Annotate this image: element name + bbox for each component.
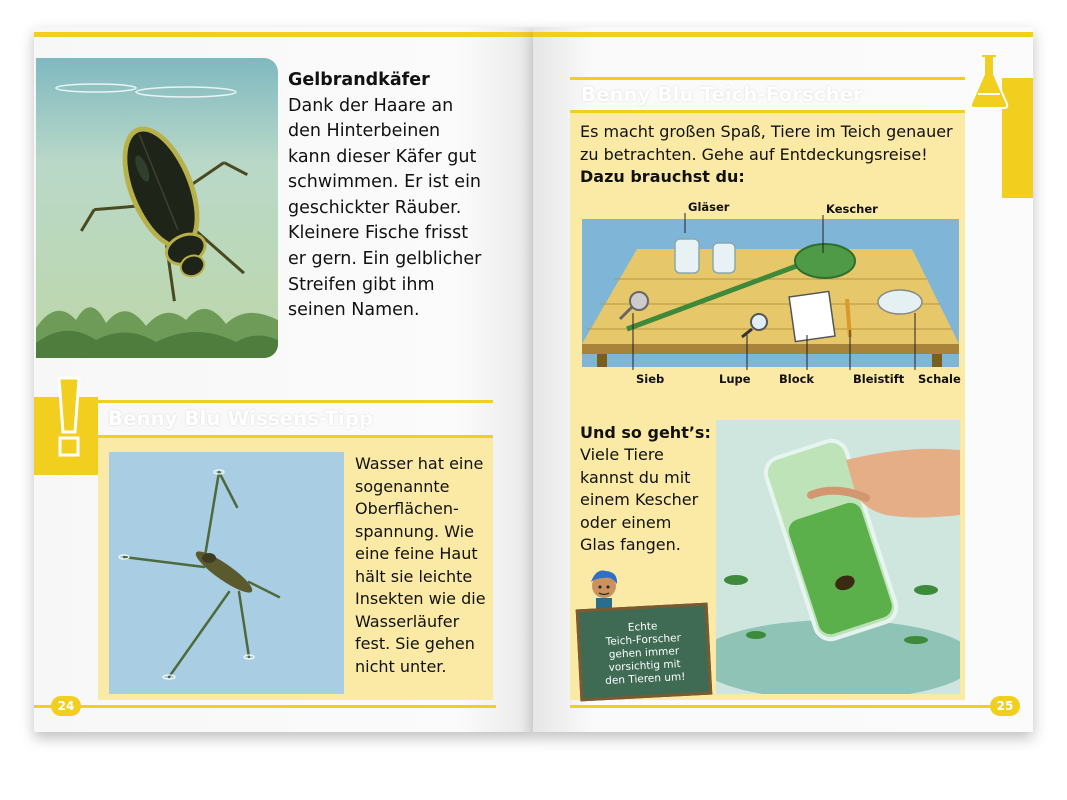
- label-block: Block: [779, 372, 815, 386]
- left-top-bar: [34, 32, 533, 37]
- right-footer-rule: [570, 705, 1002, 708]
- tip-text-line: hält sie leichte: [355, 566, 473, 586]
- tip-text-line: Wasser hat eine: [355, 454, 484, 473]
- beetle-text-line: Dank der Haare an: [288, 95, 454, 116]
- tip-text: [355, 453, 486, 678]
- chalkboard-text-line: vorsichtig mit: [608, 658, 681, 674]
- chalkboard-text-line: Teich-Forscher: [605, 632, 682, 648]
- label-sieb: Sieb: [636, 372, 665, 386]
- tip-heading: Benny Blu Wissens-Tipp: [108, 407, 374, 430]
- howto-text-line: einem Kescher: [580, 490, 699, 509]
- label-glaeser: Gläser: [688, 200, 730, 214]
- beetle-text-line: den Hinterbeinen: [288, 121, 441, 142]
- label-bleistift: Bleistift: [853, 372, 905, 386]
- tip-rule-top: [98, 400, 493, 403]
- forscher-intro: [580, 121, 953, 166]
- tip-text-line: Oberflächen-: [355, 499, 459, 518]
- tip-text-line: Wasserläufer: [355, 611, 460, 631]
- label-schale: Schale: [918, 372, 961, 386]
- chalkboard-text-line: den Tieren um!: [604, 670, 686, 688]
- intro-text-line: Es macht großen Spaß, Tiere im Teich genauer: [580, 122, 953, 141]
- beetle-text-line: Kleinere Fische frisst: [288, 223, 469, 244]
- chalkboard-text-line: Echte: [627, 620, 658, 634]
- howto-title: Und so geht’s:: [580, 423, 711, 442]
- benny-character: [588, 568, 620, 610]
- forscher-rule-top: [570, 77, 965, 80]
- need-label: Dazu brauchst du:: [580, 167, 745, 186]
- left-footer-rule: [34, 705, 496, 708]
- tip-text-line: sogenannte: [355, 476, 450, 496]
- glass-catching-image: [716, 420, 960, 694]
- lab-flask-icon: [968, 52, 1010, 110]
- beetle-text-line: seinen Namen.: [288, 300, 420, 321]
- page-number-right: 25: [990, 696, 1020, 716]
- right-top-bar: [533, 32, 1033, 37]
- beetle-text-line: Streifen gibt ihm: [288, 274, 435, 295]
- tip-text-line: spannung. Wie: [355, 521, 474, 541]
- label-leader-lines: [570, 195, 965, 385]
- tip-text-line: nicht unter.: [355, 656, 447, 676]
- beetle-text-line: kann dieser Käfer gut: [288, 146, 477, 167]
- chalkboard-text-line: gehen immer: [608, 645, 680, 661]
- beetle-text-line: geschickter Räuber.: [288, 197, 462, 218]
- beetle-text-line: er gern. Ein gelblicher: [288, 249, 482, 270]
- forscher-heading: Benny Blu Teich-Forscher: [581, 83, 863, 106]
- intro-text-line: zu betrachten. Gehe auf Entdeckungsreise!: [580, 144, 928, 164]
- tip-text-line: fest. Sie gehen: [355, 634, 475, 653]
- howto-text-line: oder einem: [580, 512, 672, 532]
- beetle-title: Gelbrandkäfer: [288, 70, 430, 90]
- howto-text-line: Viele Tiere: [580, 445, 664, 464]
- page-number-left: 24: [51, 696, 81, 716]
- label-kescher: Kescher: [826, 202, 878, 216]
- tip-text-line: eine feine Haut: [355, 544, 478, 563]
- beetle-text-line: schwimmen. Er ist ein: [288, 172, 482, 193]
- tip-text-line: Insekten wie die: [355, 589, 486, 608]
- diving-beetle-image: [36, 58, 278, 358]
- howto-text: [580, 444, 698, 557]
- howto-text-line: kannst du mit: [580, 467, 691, 487]
- chalkboard-text: [582, 618, 705, 689]
- label-lupe: Lupe: [719, 372, 751, 386]
- beetle-description: [288, 94, 481, 324]
- water-strider-image: [109, 452, 344, 694]
- exclamation-icon: [56, 376, 82, 458]
- howto-text-line: Glas fangen.: [580, 535, 681, 554]
